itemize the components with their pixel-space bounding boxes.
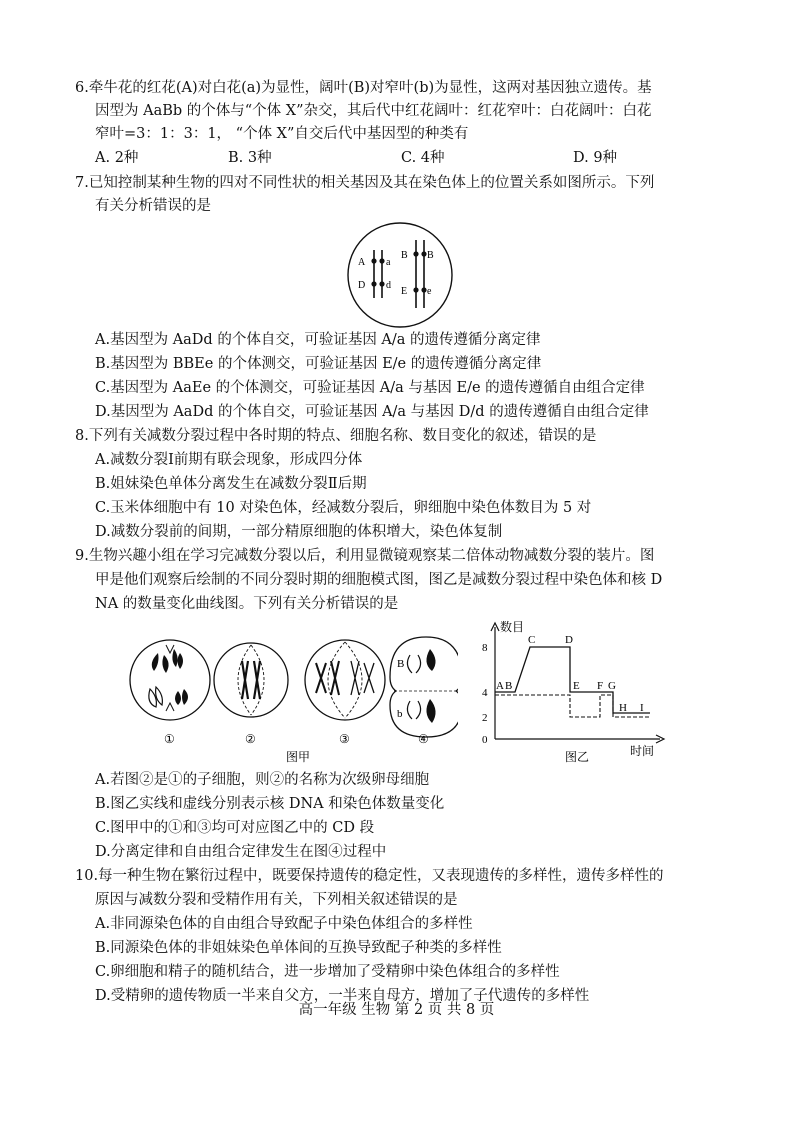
point-label-h: H <box>619 702 627 714</box>
q6-options <box>95 148 715 168</box>
point-label-d: D <box>565 634 573 646</box>
q7-option-d: D.基因型为 AaDd 的个体自交，可验证基因 A/a 与基因 D/d 的遗传遵循自由组合定律 <box>95 404 649 420</box>
chromosome-shape <box>407 655 420 673</box>
centriole <box>166 703 174 711</box>
chromosome-shape <box>178 653 184 669</box>
y-axis-label: 数目 <box>500 620 525 634</box>
q9-figure-yi <box>470 615 675 765</box>
q6-option-b: B. 3种 <box>228 150 272 166</box>
chromosome-shape <box>426 699 435 723</box>
cell-outline <box>348 223 452 327</box>
gene-label: B <box>401 250 408 261</box>
q8-option-d: D.减数分裂前的间期，一部分精原细胞的体积增大，染色体复制 <box>95 524 503 540</box>
q9-option-a: A.若图②是①的子细胞，则②的名称为次级卵母细胞 <box>95 772 430 788</box>
chromosome-shape <box>162 655 168 673</box>
q9-figure-jia <box>128 625 458 770</box>
y-tick-4: 4 <box>482 687 488 699</box>
point-label-b: B <box>505 680 513 692</box>
gene-locus <box>371 258 376 263</box>
gene-locus <box>379 281 384 286</box>
q7-option-b: B.基因型为 BBEe 的个体测交，可验证基因 E/e 的遗传遵循分离定律 <box>95 356 542 372</box>
cell-4 <box>390 637 458 737</box>
cell-number-1: ① <box>164 732 175 746</box>
cell-3 <box>305 640 385 720</box>
q7-stem-line1: 7.已知控制某种生物的四对不同性状的相关基因及其在染色体上的位置关系如图所示。下列 <box>75 175 655 191</box>
gene-label: A <box>358 257 366 268</box>
q6-option-a: A. 2种 <box>95 150 139 166</box>
gene-label: a <box>386 257 391 268</box>
chromosome-shape <box>426 649 435 671</box>
point-label-g: G <box>608 680 616 692</box>
q6-option-d: D. 9种 <box>573 150 618 166</box>
chromosome-shape <box>152 653 159 671</box>
gene-locus <box>379 258 384 263</box>
y-tick-0: 0 <box>482 734 488 746</box>
gene-locus <box>413 251 418 256</box>
chromosome-shape <box>254 661 260 699</box>
gene-label: e <box>427 286 432 297</box>
q9-stem-line1: 9.生物兴趣小组在学习完减数分裂以后，利用显微镜观察某二倍体动物减数分裂的装片。图 <box>75 548 655 564</box>
gene-label: B <box>427 250 434 261</box>
point-label-c: C <box>528 634 536 646</box>
chromosome-shape <box>175 691 181 705</box>
q7-option-a: A.基因型为 AaDd 的个体自交，可验证基因 A/a 的遗传遵循分离定律 <box>95 332 541 348</box>
gene-label: E <box>401 286 408 297</box>
cell-outline <box>214 643 288 717</box>
allele-label-b-lower: b <box>397 708 403 720</box>
figure-yi-caption: 图乙 <box>565 750 590 764</box>
cell-outline <box>305 640 385 720</box>
x-axis-label: 时间 <box>630 744 655 758</box>
q8-option-b: B.姐妹染色单体分离发生在减数分裂Ⅱ后期 <box>95 476 367 492</box>
centriole <box>166 645 174 653</box>
spindle-fiber <box>345 642 362 718</box>
q6-stem-line1: 6.牵牛花的红花(A)对白花(a)为显性，阔叶(B)对窄叶(b)为显性，这两对基因独立遗传。基 <box>75 80 652 96</box>
gene-locus <box>371 281 376 286</box>
chromosome-shape <box>172 649 177 667</box>
q6-stem-line3: 窄叶=3：1：3：1， “个体 X”自交后代中基因型的种类有 <box>95 126 469 142</box>
cell-2 <box>214 643 288 717</box>
chromosome-shape <box>407 701 420 719</box>
q9-option-c: C.图甲中的①和③均可对应图乙中的 CD 段 <box>95 820 375 836</box>
point-label-e: E <box>573 680 580 692</box>
y-tick-8: 8 <box>482 642 488 654</box>
q9-option-d: D.分离定律和自由组合定律发生在图④过程中 <box>95 844 387 860</box>
cell-1 <box>130 640 210 720</box>
gene-locus <box>413 287 418 292</box>
chromosome-shape <box>364 663 374 693</box>
allele-label-b-upper: B <box>397 658 405 670</box>
y-tick-2: 2 <box>482 712 488 724</box>
q10-stem-line2: 原因与减数分裂和受精作用有关，下列相关叙述错误的是 <box>95 892 458 908</box>
q8-option-a: A.减数分裂Ⅰ前期有联会现象，形成四分体 <box>95 452 363 468</box>
gene-locus <box>421 251 426 256</box>
chromosome-shape <box>351 661 359 695</box>
cell-number-3: ③ <box>339 732 350 746</box>
q10-option-d: D.受精卵的遗传物质一半来自父方，一半来自母方，增加了子代遗传的多样性 <box>95 988 590 1004</box>
q9-option-b: B.图乙实线和虚线分别表示核 DNA 和染色体数量变化 <box>95 796 445 812</box>
cell-number-4: ④ <box>418 732 429 746</box>
chromosome-shape <box>316 663 326 693</box>
page-footer: 高一年级 生物 第 2 页 共 8 页 <box>298 1002 495 1018</box>
point-label-a: A <box>496 680 504 692</box>
chromosome-shape <box>331 661 339 695</box>
spindle-fiber <box>328 642 345 718</box>
cell-number-2: ② <box>245 732 256 746</box>
point-label-i: I <box>640 702 644 714</box>
q10-option-a: A.非同源染色体的自由组合导致配子中染色体组合的多样性 <box>95 916 473 932</box>
gene-locus <box>421 287 426 292</box>
gene-label: d <box>386 280 391 291</box>
point-label-f: F <box>597 680 604 692</box>
q10-stem-line1: 10.每一种生物在繁衍过程中，既要保持遗传的稳定性，又表现遗传的多样性，遗传多样性的 <box>75 868 664 884</box>
chromosome-shape <box>182 689 188 705</box>
cell-outline <box>390 637 458 737</box>
q8-stem: 8.下列有关减数分裂过程中各时期的特点、细胞名称、数目变化的叙述，错误的是 <box>75 428 597 444</box>
q6-option-c: C. 4种 <box>401 150 445 166</box>
q10-option-b: B.同源染色体的非姐妹染色单体间的互换导致配子种类的多样性 <box>95 940 502 956</box>
q6-stem-line2: 因型为 AaBb 的个体与“个体 X”杂交，其后代中红花阔叶：红花窄叶：白花阔叶：白花 <box>95 103 652 119</box>
q9-stem-line2: 甲是他们观察后绘制的不同分裂时期的细胞模式图，图乙是减数分裂过程中染色体和核 D <box>95 572 663 588</box>
q7-chromosome-figure <box>345 220 455 330</box>
q10-option-c: C.卵细胞和精子的随机结合，进一步增加了受精卵中染色体组合的多样性 <box>95 964 560 980</box>
q7-stem-line2: 有关分析错误的是 <box>95 198 211 214</box>
gene-label: D <box>358 280 366 291</box>
q8-option-c: C.玉米体细胞中有 10 对染色体，经减数分裂后，卵细胞中染色体数目为 5 对 <box>95 500 592 516</box>
figure-jia-caption: 图甲 <box>286 750 311 764</box>
chromosome-shape <box>242 661 248 699</box>
q9-stem-line3: NA 的数量变化曲线图。下列有关分析错误的是 <box>95 596 399 612</box>
q7-option-c: C.基因型为 AaEe 的个体测交，可验证基因 A/a 与基因 E/e 的遗传遵循自由组合定律 <box>95 380 645 396</box>
